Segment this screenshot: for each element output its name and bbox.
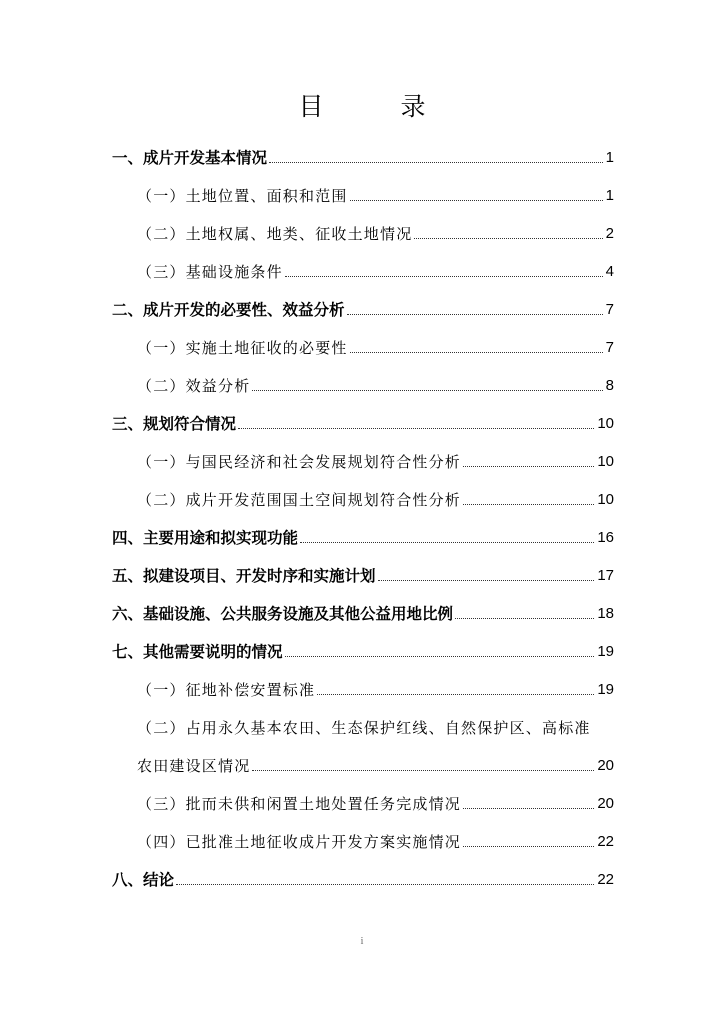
toc-entry-label: （二）土地权属、地类、征收土地情况 <box>137 225 413 243</box>
toc-entry-label: （一）实施土地征收的必要性 <box>137 339 348 357</box>
toc-entry-5[interactable] <box>112 551 614 589</box>
toc-entry-label: 六、基础设施、公共服务设施及其他公益用地比例 <box>112 605 454 623</box>
toc-entry-7-1[interactable] <box>112 665 614 703</box>
toc-entry-1[interactable] <box>112 133 614 171</box>
toc-entry-page: 17 <box>597 567 614 584</box>
toc-entry-page: 4 <box>605 263 614 280</box>
toc-leader-dots <box>285 276 603 277</box>
toc-entry-page: 20 <box>597 795 614 812</box>
toc-entry-page: 19 <box>597 681 614 698</box>
toc-leader-dots <box>252 770 594 771</box>
toc-entry-1-1[interactable] <box>112 171 614 209</box>
toc-entry-6[interactable] <box>112 589 614 627</box>
toc-leader-dots <box>455 618 594 619</box>
toc-entry-1-2[interactable] <box>112 209 614 247</box>
toc-entry-page: 10 <box>597 415 614 432</box>
toc-leader-dots <box>238 428 594 429</box>
toc-entry-page: 22 <box>597 833 614 850</box>
toc-entry-label: （四）已批准土地征收成片开发方案实施情况 <box>137 833 462 851</box>
table-of-contents <box>112 133 614 893</box>
toc-entry-page: 16 <box>597 529 614 546</box>
toc-leader-dots <box>350 200 603 201</box>
toc-entry-label: 一、成片开发基本情况 <box>112 149 268 167</box>
toc-entry-2[interactable] <box>112 285 614 323</box>
toc-entry-4[interactable] <box>112 513 614 551</box>
toc-entry-page: 2 <box>605 225 614 242</box>
toc-entry-page: 10 <box>597 491 614 508</box>
toc-leader-dots <box>252 390 602 391</box>
toc-leader-dots <box>463 466 594 467</box>
toc-entry-label: 七、其他需要说明的情况 <box>112 643 283 661</box>
toc-entry-label: （一）土地位置、面积和范围 <box>137 187 348 205</box>
toc-leader-dots <box>463 846 594 847</box>
toc-entry-2-2[interactable] <box>112 361 614 399</box>
toc-entry-page: 1 <box>605 187 614 204</box>
toc-entry-label: 四、主要用途和拟实现功能 <box>112 529 299 547</box>
toc-entry-3-1[interactable] <box>112 437 614 475</box>
toc-entry-page: 1 <box>605 149 614 166</box>
toc-entry-label: （二）占用永久基本农田、生态保护红线、自然保护区、高标准 <box>137 719 591 737</box>
toc-entry-page: 7 <box>605 301 614 318</box>
toc-leader-dots <box>378 580 595 581</box>
toc-entry-1-3[interactable] <box>112 247 614 285</box>
toc-entry-page: 22 <box>597 871 614 888</box>
toc-leader-dots <box>176 884 594 885</box>
page-footer-number: i <box>360 936 364 947</box>
toc-leader-dots <box>300 542 594 543</box>
toc-entry-label: （三）基础设施条件 <box>137 263 283 281</box>
toc-entry-label: 八、结论 <box>112 871 175 889</box>
toc-leader-dots <box>414 238 602 239</box>
toc-entry-3[interactable] <box>112 399 614 437</box>
toc-entry-page: 18 <box>597 605 614 622</box>
toc-entry-label: （三）批而未供和闲置土地处置任务完成情况 <box>137 795 462 813</box>
toc-entry-7-4[interactable] <box>112 817 614 855</box>
toc-leader-dots <box>269 162 603 163</box>
toc-leader-dots <box>350 352 603 353</box>
toc-entry-page: 8 <box>605 377 614 394</box>
toc-entry-label: 农田建设区情况 <box>137 757 251 775</box>
toc-entry-label: 三、规划符合情况 <box>112 415 237 433</box>
toc-entry-page: 19 <box>597 643 614 660</box>
toc-entry-label: 五、拟建设项目、开发时序和实施计划 <box>112 567 376 585</box>
toc-entry-7-2[interactable] <box>112 703 614 741</box>
toc-entry-page: 10 <box>597 453 614 470</box>
toc-entry-label: （一）与国民经济和社会发展规划符合性分析 <box>137 453 462 471</box>
toc-leader-dots <box>285 656 595 657</box>
toc-entry-7[interactable] <box>112 627 614 665</box>
toc-entry-page: 20 <box>597 757 614 774</box>
toc-entry-2-1[interactable] <box>112 323 614 361</box>
toc-title: 目 录 <box>298 92 452 121</box>
toc-entry-label: （一）征地补偿安置标准 <box>137 681 316 699</box>
toc-entry-7-2-continued[interactable] <box>112 741 614 779</box>
toc-entry-page: 7 <box>605 339 614 356</box>
toc-leader-dots <box>317 694 594 695</box>
toc-leader-dots <box>463 504 594 505</box>
toc-entry-7-3[interactable] <box>112 779 614 817</box>
toc-entry-label: 二、成片开发的必要性、效益分析 <box>112 301 345 319</box>
toc-entry-3-2[interactable] <box>112 475 614 513</box>
toc-leader-dots <box>347 314 603 315</box>
toc-entry-8[interactable] <box>112 855 614 893</box>
toc-entry-label: （二）效益分析 <box>137 377 251 395</box>
toc-leader-dots <box>463 808 594 809</box>
toc-entry-label: （二）成片开发范围国土空间规划符合性分析 <box>137 491 462 509</box>
